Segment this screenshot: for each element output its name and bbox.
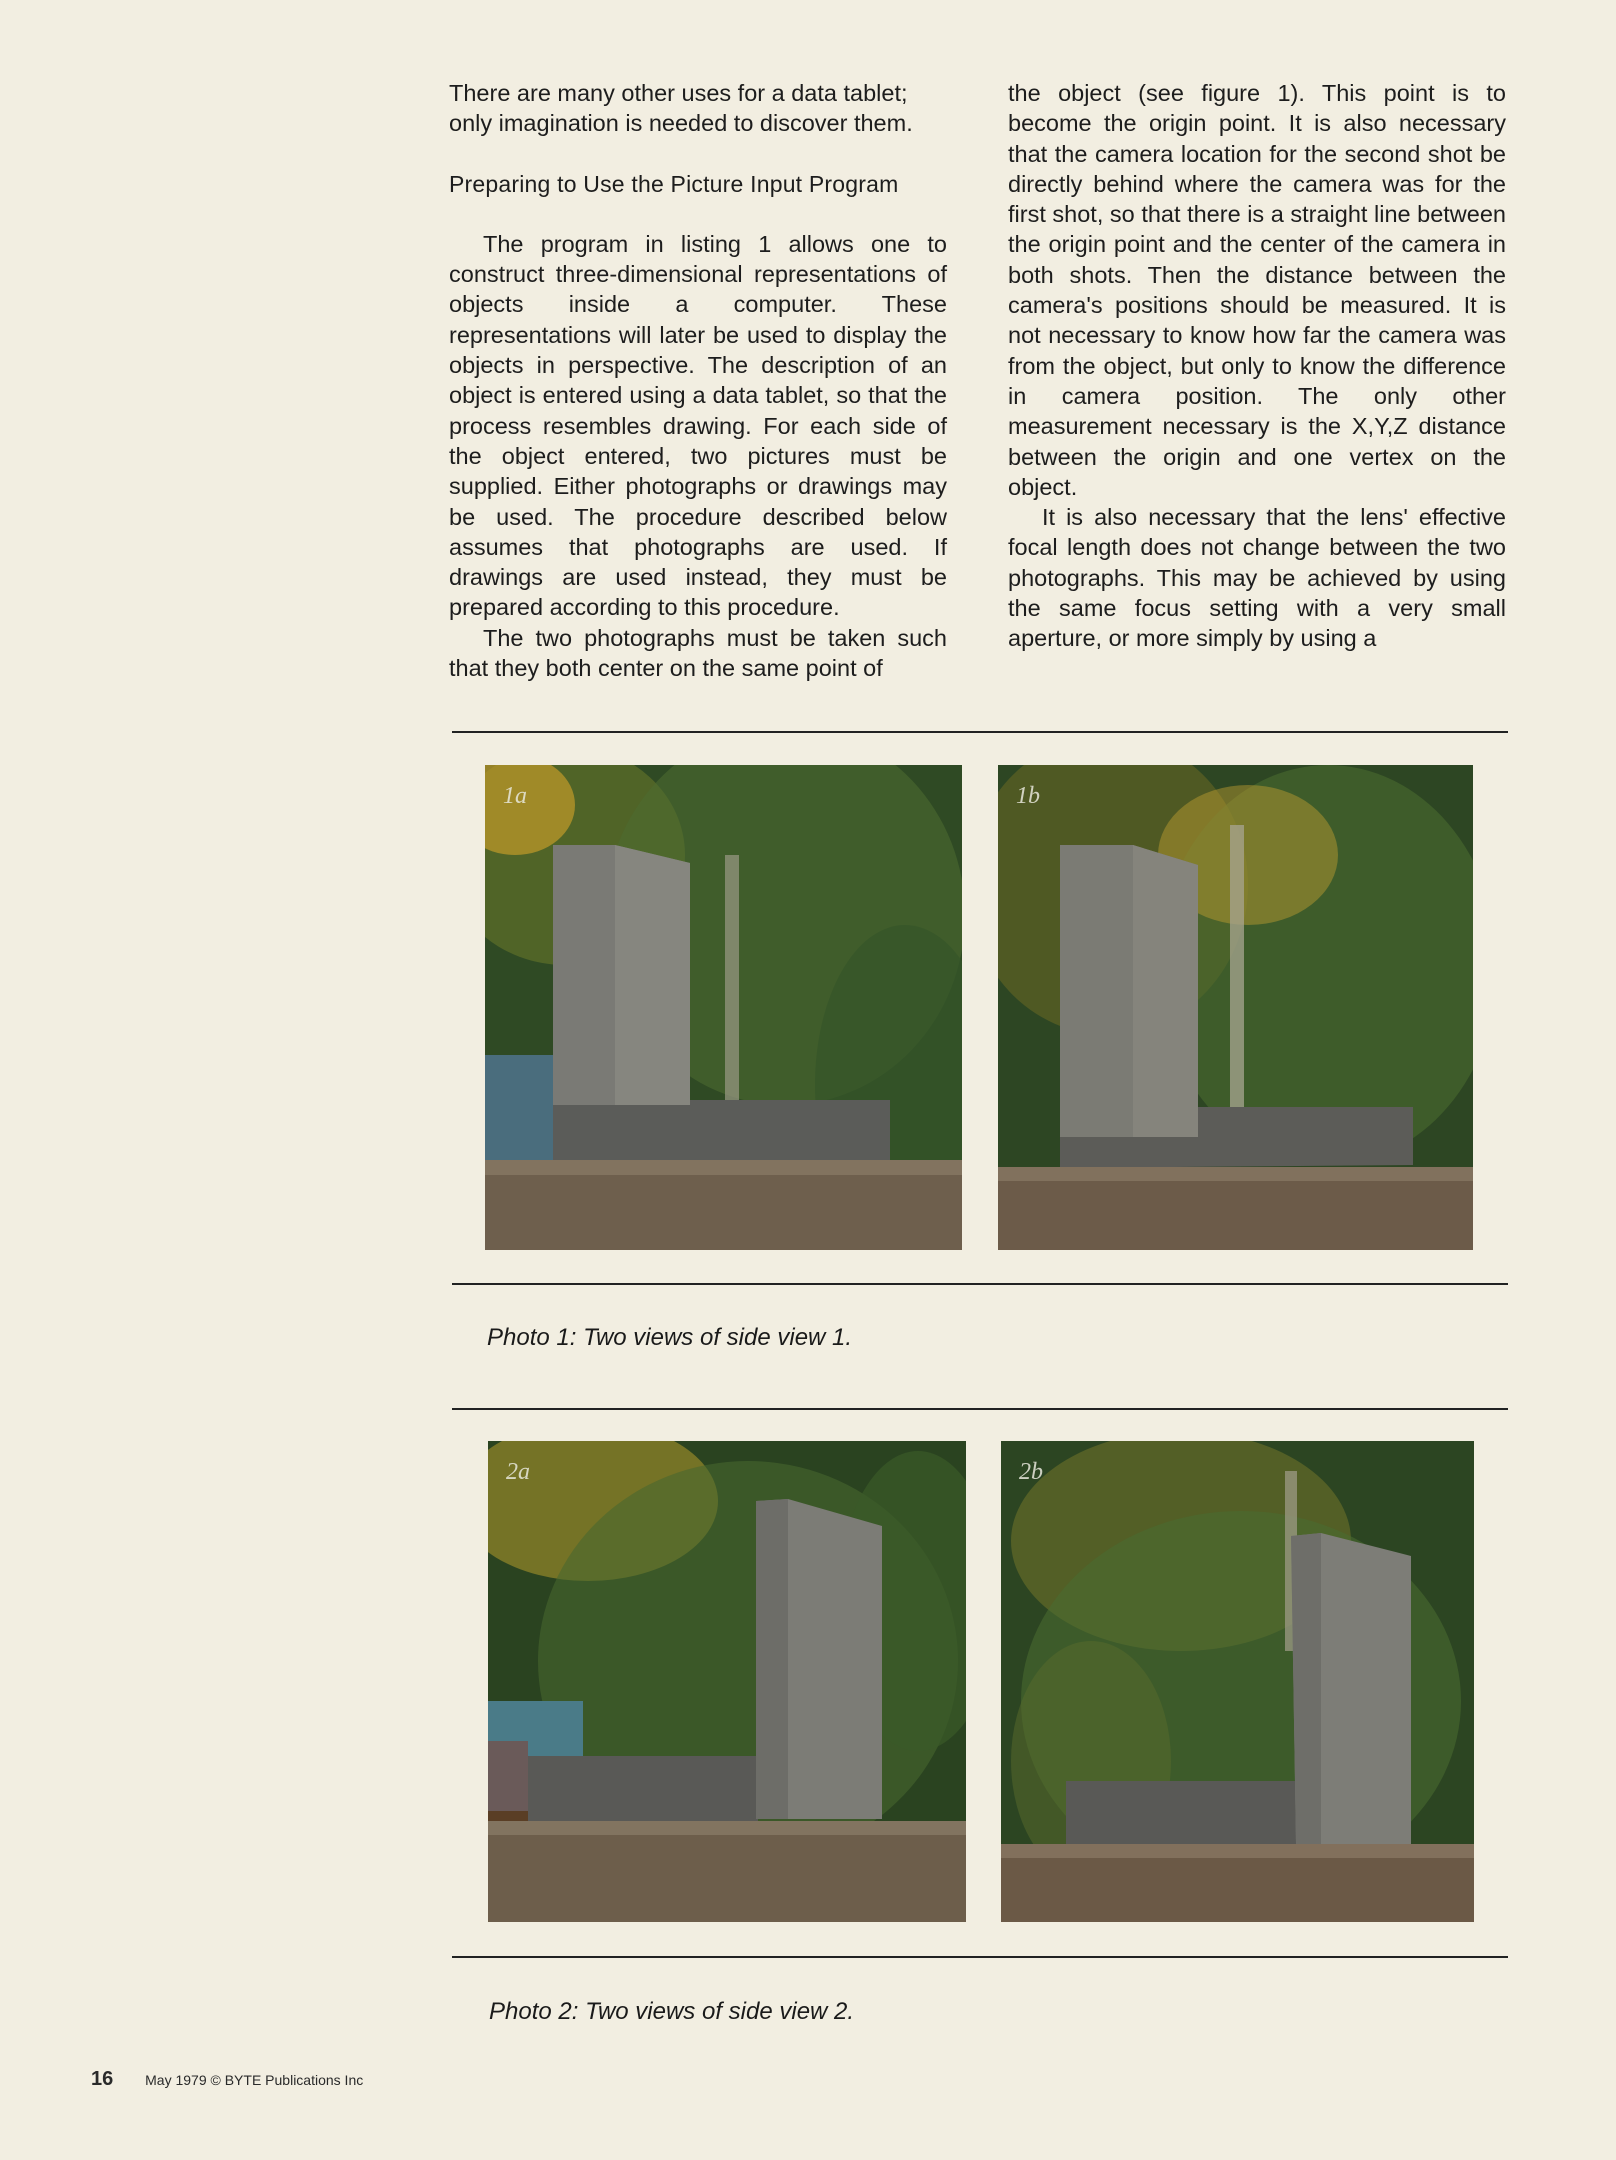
- footer-credit: May 1979 © BYTE Publications Inc: [145, 2072, 364, 2088]
- photo-1a-image: [485, 765, 962, 1250]
- photo-1b: [998, 765, 1473, 1250]
- intro-paragraph: There are many other uses for a data tablet; only imagination is needed to discover them.: [449, 80, 913, 137]
- photo-label: 2b: [1019, 1459, 1043, 1485]
- body-paragraph: The program in listing 1 allows one to construct three-dimensional representations of objects inside a computer. These representations will later be used to display the objects in perspective. The description of an object is entered using a data tablet, so that the process resembles drawing. For each side of the object entered, two pictures must be supplied. Either photographs or drawings may be used. The procedure described below assumes that photographs are used. If drawings are used instead, they must be prepared according to this procedure.: [449, 230, 947, 621]
- photo-caption: Photo 1: Two views of side view 1.: [487, 1324, 853, 1351]
- page-footer: [91, 2068, 363, 2091]
- right-column: [1008, 78, 1506, 654]
- left-column: [449, 78, 947, 683]
- photo-2b: [1001, 1441, 1474, 1922]
- divider-rule: [452, 1283, 1508, 1285]
- photo-2a: [488, 1441, 966, 1922]
- body-paragraph: It is also necessary that the lens' effective focal length does not change between the two photographs. This may be achieved by using the same focus setting with a very small aperture, or more simply by using a: [1008, 504, 1506, 652]
- photo-caption: Photo 2: Two views of side view 2.: [489, 1998, 855, 2025]
- page-number: 16: [91, 2068, 114, 2090]
- section-heading: Preparing to Use the Picture Input Program: [449, 170, 899, 197]
- divider-rule: [452, 731, 1508, 733]
- photo-1b-image: [998, 765, 1473, 1250]
- divider-rule: [452, 1408, 1508, 1410]
- divider-rule: [452, 1956, 1508, 1958]
- photo-2b-image: [1001, 1441, 1474, 1922]
- body-paragraph: The two photographs must be taken such that they both center on the same point of: [449, 624, 947, 682]
- photo-2a-image: [488, 1441, 966, 1922]
- photo-label: 1a: [503, 783, 527, 809]
- photo-label: 2a: [506, 1459, 530, 1485]
- photo-label: 1b: [1016, 783, 1040, 809]
- body-paragraph: the object (see figure 1). This point is to become the origin point. It is also necessary that the camera location for the second shot be directly behind where the camera was for the first shot, so that there is a straight line between the origin point and the center of the camera in both shots. Then the distance between the camera's positions should be measured. It is not necessary to know how far the camera was from the object, but only to know the difference in camera position. The only other measurement necessary is the X,Y,Z distance between the origin and one vertex on the object.: [1008, 80, 1506, 500]
- photo-1a: [485, 765, 962, 1250]
